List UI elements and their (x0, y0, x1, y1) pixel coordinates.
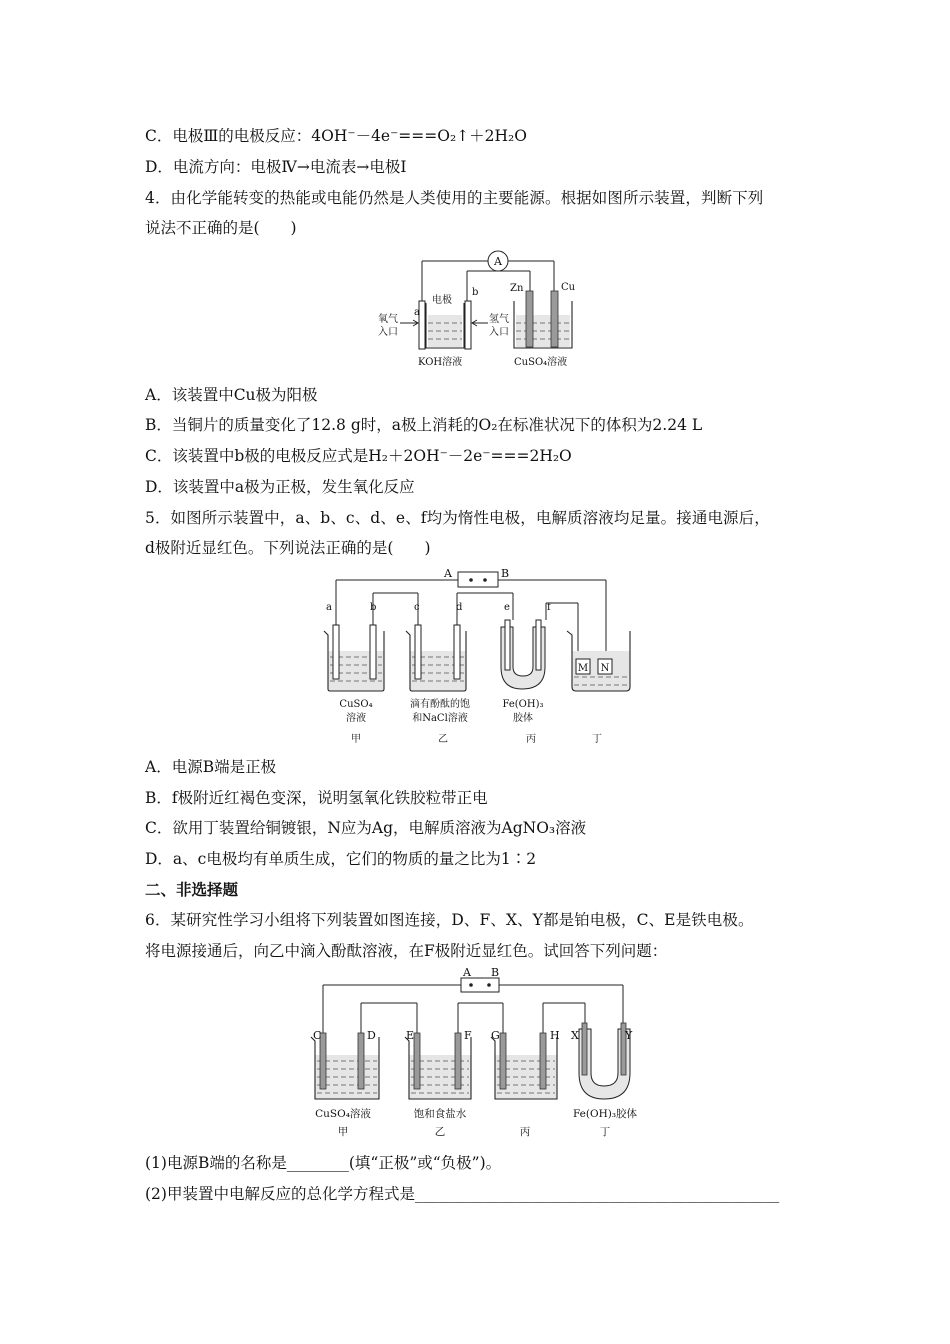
power-label-b: B (490, 966, 500, 979)
option-4b: B．当铜片的质量变化了12.8 g时，a极上消耗的O₂在标准状况下的体积为2.24 L (145, 416, 703, 434)
label-sol-2b: 和NaCl溶液 (412, 713, 468, 724)
power-label-b: B (501, 567, 510, 580)
label-sol-4: Fe(OH)₃胶体 (572, 1108, 638, 1120)
label-y: Y (625, 1029, 633, 1042)
electrode-e (505, 620, 510, 670)
option-3c: C．电极Ⅲ的电极反应：4OH⁻－4e⁻===O₂↑＋2H₂O (145, 127, 527, 145)
label-sol-2: 饱和食盐水 (413, 1108, 467, 1120)
label-bing: 丙 (526, 734, 536, 745)
label-h: H (550, 1029, 560, 1042)
label-o2-line2: 入口 (378, 327, 398, 338)
electrode-c (415, 625, 421, 679)
label-e: E (406, 1029, 415, 1042)
question-5-stem: 5．如图所示装置中，a、b、c、d、e、f均为惰性电极，电解质溶液均足量。接通电源后， (145, 509, 770, 527)
label-a: a (414, 307, 420, 318)
figure-electrolysis-set-2 (303, 965, 653, 1145)
figure-fuel-cell (370, 243, 590, 373)
label-d: d (456, 602, 463, 613)
label-b: b (472, 287, 479, 298)
label-yi: 乙 (434, 1126, 446, 1138)
label-sol-1b: 溶液 (346, 713, 366, 724)
option-4c: C．该装置中b极的电极反应式是H₂＋2OH⁻－2e⁻===2H₂O (145, 447, 572, 465)
option-4a: A．该装置中Cu极为阳极 (145, 386, 318, 404)
option-5c: C．欲用丁装置给铜镀银，N应为Ag，电解质溶液为AgNO₃溶液 (145, 819, 587, 837)
label-sol-3b: 胶体 (513, 713, 533, 724)
question-6-part-1: (1)电源B端的名称是________(填“正极”或“负极”)。 (145, 1154, 502, 1172)
electrode-h (540, 1033, 546, 1089)
label-koh: KOH溶液 (418, 357, 463, 368)
electrode-a (333, 625, 339, 679)
label-jia: 甲 (351, 734, 361, 745)
label-cuso4: CuSO₄溶液 (514, 357, 568, 368)
label-m: M (577, 663, 589, 674)
electrode-b (370, 625, 376, 679)
electrode-f (455, 1033, 461, 1089)
label-electrode: 电极 (432, 295, 452, 306)
label-cu: Cu (561, 282, 576, 293)
label-g: G (491, 1029, 500, 1042)
option-5d: D．a、c电极均有单质生成，它们的物质的量之比为1∶2 (145, 850, 537, 868)
option-5a: A．电源B端是正极 (145, 758, 277, 776)
power-label-a: A (463, 966, 471, 979)
question-6-part-2: (2)甲装置中电解反应的总化学方程式是_______________________________________________ (145, 1185, 780, 1203)
label-f: f (547, 602, 551, 613)
question-6-stem: 6．某研究性学习小组将下列装置如图连接，D、F、X、Y都是铂电极，C、E是铁电极。 (145, 911, 754, 929)
label-sol-1: CuSO₄溶液 (315, 1108, 371, 1120)
label-ding: 丁 (592, 734, 602, 745)
label-sol-2a: 滴有酚酞的饱 (410, 699, 470, 710)
label-h2-line1: 氢气 (489, 314, 509, 325)
electrode-f (536, 620, 541, 670)
electrode-x (582, 1023, 587, 1075)
section-heading: 二、非选择题 (145, 880, 239, 899)
label-ding: 丁 (599, 1126, 611, 1138)
electrode-b (465, 301, 471, 349)
ammeter-label: A (494, 255, 502, 268)
label-sol-1a: CuSO₄ (339, 699, 373, 710)
label-bing: 丙 (519, 1126, 531, 1138)
electrode-d (358, 1033, 364, 1089)
label-h2-line2: 入口 (489, 327, 509, 338)
question-5-stem-cont: d极附近显红色。下列说法正确的是( ) (145, 539, 431, 557)
option-5b: B．f极附近红褐色变深，说明氢氧化铁胶粒带正电 (145, 789, 488, 807)
label-jia: 甲 (337, 1126, 349, 1138)
question-4-stem-cont: 说法不正确的是( ) (145, 219, 297, 237)
label-zn: Zn (510, 283, 524, 294)
label-sol-3a: Fe(OH)₃ (502, 699, 544, 710)
electrode-e (414, 1033, 420, 1089)
option-4d: D．该装置中a极为正极，发生氧化反应 (145, 478, 415, 496)
label-a: a (326, 602, 332, 613)
power-source (458, 572, 498, 587)
electrode-zn (526, 291, 533, 347)
label-b: b (370, 602, 377, 613)
label-e: e (504, 602, 510, 613)
label-x: X (571, 1029, 579, 1042)
label-d: D (367, 1029, 376, 1042)
label-n: N (600, 663, 610, 674)
electrode-g (500, 1033, 506, 1089)
option-3d: D．电流方向：电极Ⅳ→电流表→电极Ⅰ (145, 158, 407, 176)
question-4-stem: 4．由化学能转变的热能或电能仍然是人类使用的主要能源。根据如图所示装置，判断下列 (145, 189, 764, 207)
electrode-d (454, 625, 460, 679)
figure-electrolysis-set-1 (318, 565, 638, 747)
electrode-cu (551, 291, 558, 347)
label-yi: 乙 (438, 734, 448, 745)
label-o2-line1: 氧气 (378, 314, 398, 325)
label-c: c (414, 602, 420, 613)
label-c: C (313, 1029, 322, 1042)
power-label-a: A (444, 567, 452, 580)
question-6-stem-cont: 将电源接通后，向乙中滴入酚酞溶液，在F极附近显红色。试回答下列问题： (145, 942, 668, 960)
label-f: F (464, 1029, 472, 1042)
power-source (461, 978, 499, 992)
